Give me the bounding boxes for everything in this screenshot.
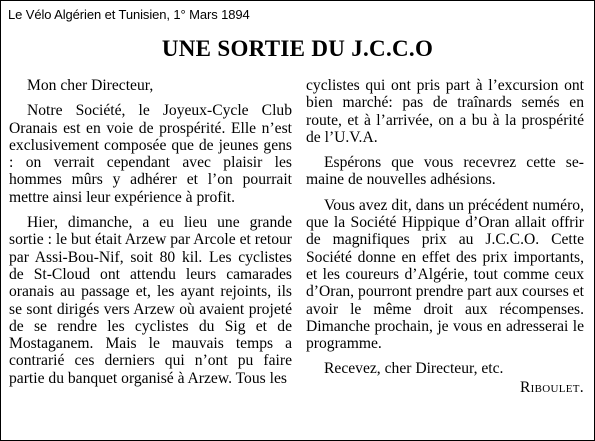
source-line: Le Vélo Algérien et Tunisien, 1° Mars 1894 (8, 7, 250, 22)
signature: Riboulet. (519, 378, 584, 396)
paragraph-new-members: Espérons que vous recevrez cette semaine de nouvelles adhésions. (306, 154, 584, 189)
salutation: Mon cher Directeur, (27, 77, 154, 94)
closing-line: Recevez, cher Directeur, etc. (324, 360, 504, 378)
paragraph-outing-continued: cyclistes qui ont pris part à l’excursion ont bien marché: pas de traînards semés en route, et à l’arrivée, on a bu à la prospérité de l’U.V.A. (306, 77, 584, 146)
left-column (9, 77, 292, 387)
paragraph-hippique-prizes: Vous avez dit, dans un précédent numéro, que la Société Hippique d’Oran allait offrir de magnifiques prix au J.C.C.O. Cette Société donne en effet des prix importants, et les coureurs d’Algérie, tout comme ceux d’Oran, pourront prendre part aux courses et avoir le même droit aux récompenses. Dimanche prochain, je vous en adresserai le programme. (306, 196, 584, 353)
paragraph-society: Notre Société, le Joyeux-Cycle Club Oranais est en voie de prospérité. Elle n’est exclusivement composée que de jeunes gens : on verrait cependant avec plaisir les hommes mûrs y adhérer et l’on pourrait mettre ainsi leur expérience à profit. (9, 102, 292, 206)
article-title: UNE SORTIE DU J.C.C.O (161, 36, 434, 61)
paragraph-outing: Hier, dimanche, a eu lieu une grande sortie : le but était Arzew par Arcole et retour par Assi-Bou-Nif, soit 80 kil. Les cyclistes de St-Cloud ont attendu leurs camarades oranais au passage et, les ayant rejoints, ils se sont dirigés vers Arzew où avaient projeté de se rendre les cyclistes du Sig et de Mostaganem. Mais le mauvais temps a contrarié ces derniers qui n’ont pu faire partie du banquet organisé à Arzew. Tous les (9, 214, 292, 387)
right-column (306, 77, 584, 396)
